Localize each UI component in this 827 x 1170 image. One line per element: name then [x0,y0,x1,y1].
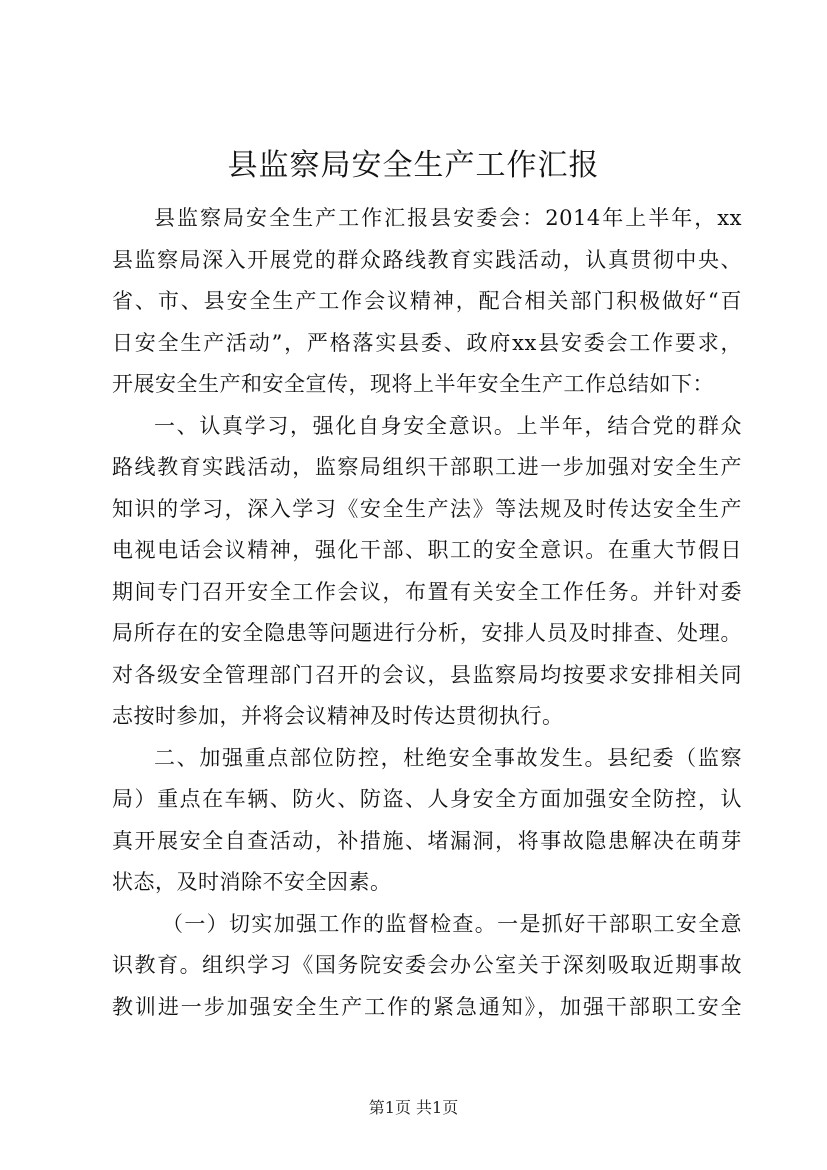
paragraph-line: （一）切实加强工作的监督检查。一是抓好干部职工安全意 [162,911,742,936]
paragraph-line: 一、认真学习，强化自身安全意识。上半年，结合党的群众 [154,413,742,438]
document-body [112,198,742,1028]
paragraph-line: 县监察局安全生产工作汇报县安委会：2014年上半年，xx [154,206,742,230]
paragraph-line: 状态，及时消除不安全因素。 [112,870,392,894]
document-title: 县监察局安全生产工作汇报 [227,148,600,183]
paragraph-line: 知识的学习，深入学习《安全生产法》等法规及时传达安全生产 [112,496,742,521]
paragraph-line: 省、市、县安全生产工作会议精神，配合相关部门积极做好“百 [112,289,742,313]
paragraph [112,406,742,738]
paragraph-line: 真开展安全自查活动，补措施、堵漏洞，将事故隐患解决在萌芽 [112,828,742,853]
page-footer: 第1页 共1页 [368,1098,459,1117]
paragraph-line: 日安全生产活动”，严格落实县委、政府xx县安委会工作要求， [112,330,742,355]
paragraph-line: 县监察局深入开展党的群众路线教育实践活动，认真贯彻中央、 [112,247,742,272]
paragraph-line: 电视电话会议精神，强化干部、职工的安全意识。在重大节假日 [112,538,742,562]
paragraph-line: 识教育。组织学习《国务院安委会办公室关于深刻吸取近期事故 [112,953,742,977]
paragraph-line: 期间专门召开安全工作会议，布置有关安全工作任务。并针对委 [112,579,742,604]
paragraph-line: 对各级安全管理部门召开的会议，县监察局均按要求安排相关同 [112,662,742,687]
paragraph [112,904,742,1029]
paragraph-line: 局）重点在车辆、防火、防盗、人身安全方面加强安全防控，认 [112,787,742,811]
paragraph-line: 教训进一步加强安全生产工作的紧急通知》，加强干部职工安全 [112,994,742,1019]
paragraph-line: 局所存在的安全隐患等问题进行分析，安排人员及时排查、处理。 [112,621,742,645]
paragraph-line: 志按时参加，并将会议精神及时传达贯彻执行。 [112,704,564,728]
paragraph-line: 二、加强重点部位防控，杜绝安全事故发生。县纪委（监察 [154,745,742,770]
paragraph [112,738,742,904]
paragraph [112,198,742,406]
paragraph-line: 路线教育实践活动，监察局组织干部职工进一步加强对安全生产 [112,455,742,479]
paragraph-line: 开展安全生产和安全宣传，现将上半年安全生产工作总结如下： [112,372,714,396]
